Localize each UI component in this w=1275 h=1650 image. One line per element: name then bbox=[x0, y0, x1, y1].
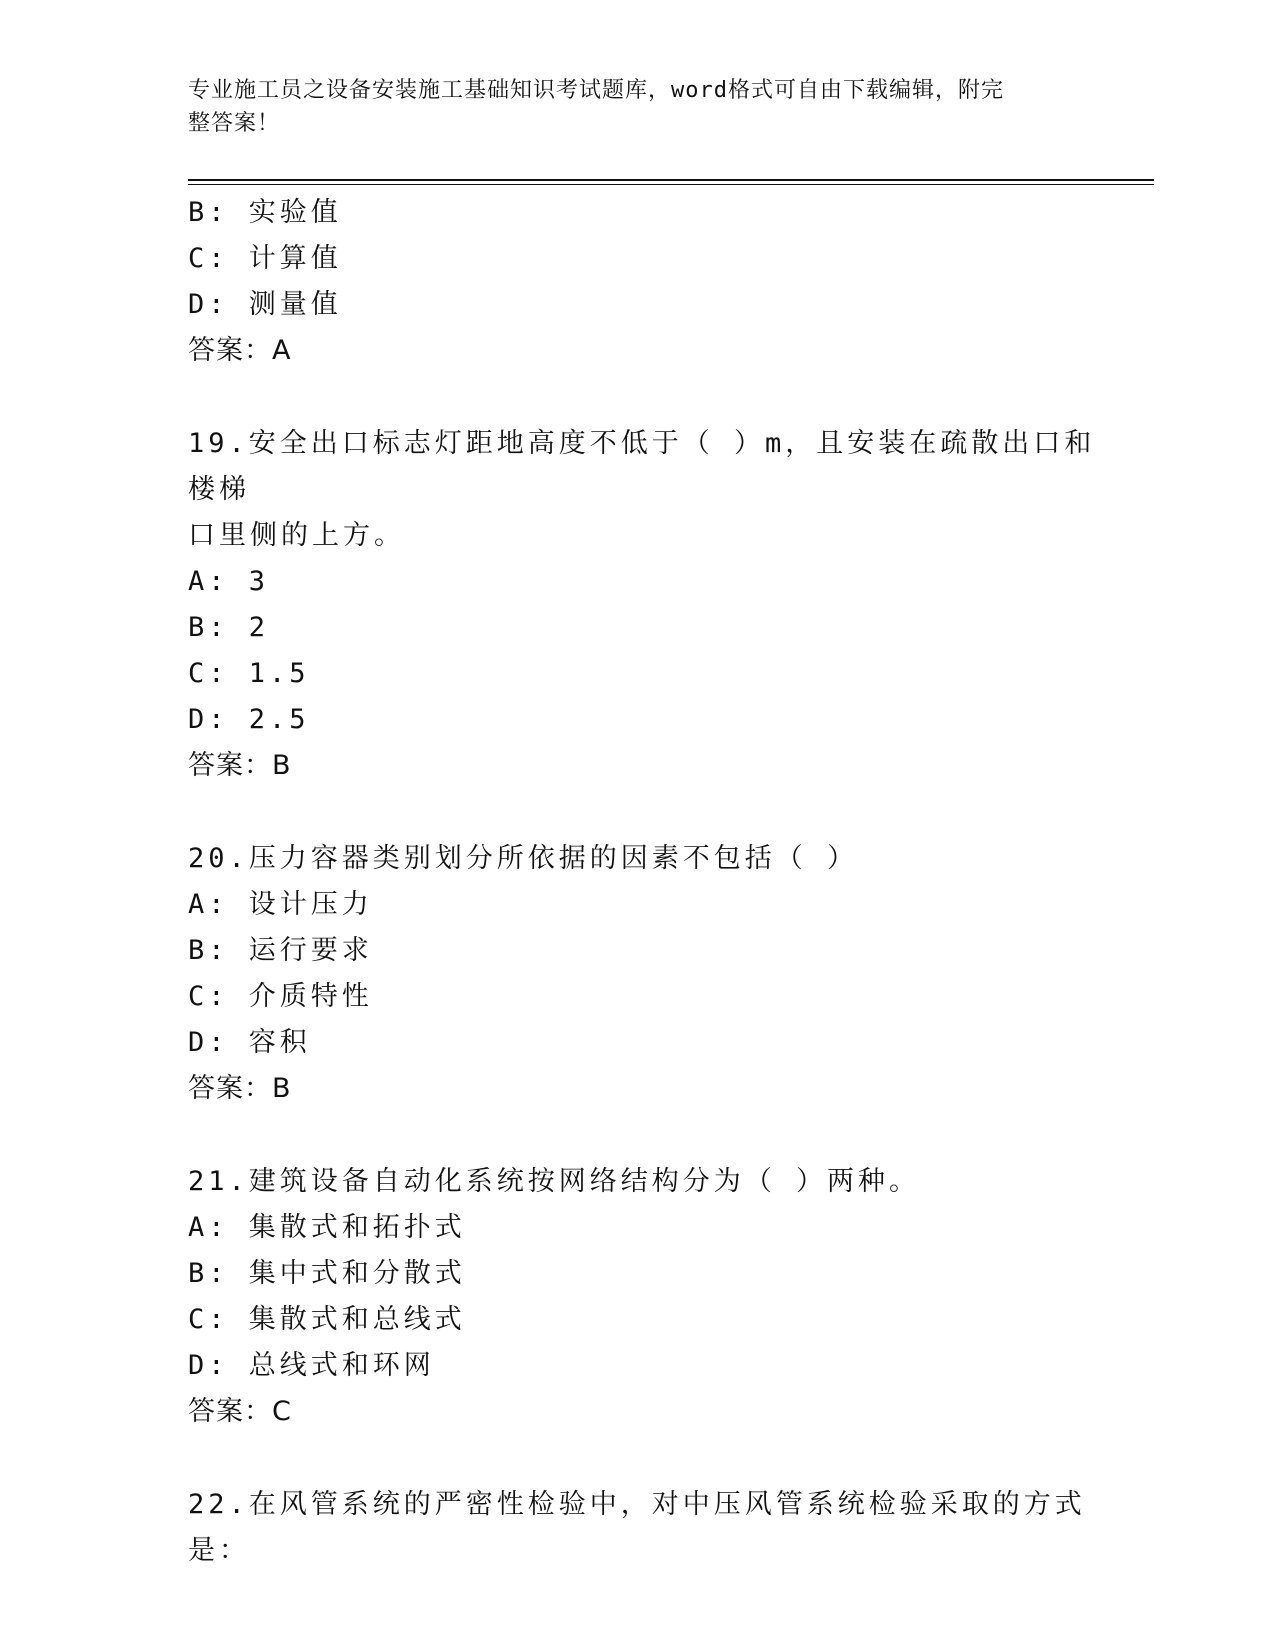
option-a: A: 设计压力 bbox=[188, 889, 373, 920]
header-line-2: 整答案！ bbox=[188, 111, 281, 136]
question-stem-line-1: 20.压力容器类别划分所依据的因素不包括（ ） bbox=[188, 843, 859, 874]
partial-question-18 bbox=[188, 190, 1108, 374]
option-b: B: 集中式和分散式 bbox=[188, 1258, 466, 1289]
option-b: B: 2 bbox=[188, 612, 270, 643]
answer-line: 答案：B bbox=[188, 750, 292, 781]
option-c: C: 1.5 bbox=[188, 658, 310, 689]
question-21 bbox=[188, 1159, 1108, 1435]
option-a: A: 集散式和拓扑式 bbox=[188, 1212, 466, 1243]
answer-line: 答案：C bbox=[188, 1396, 292, 1427]
question-stem-line-2: 口里侧的上方。 bbox=[188, 520, 405, 551]
question-stem-line-1: 21.建筑设备自动化系统按网络结构分为（ ）两种。 bbox=[188, 1166, 921, 1197]
option-a: A: 3 bbox=[188, 566, 270, 597]
option-c: C: 计算值 bbox=[188, 243, 342, 274]
option-c: C: 集散式和总线式 bbox=[188, 1304, 466, 1335]
header-line-1: 专业施工员之设备安装施工基础知识考试题库，word格式可自由下载编辑，附完 bbox=[188, 78, 1004, 103]
answer-line: 答案：A bbox=[188, 335, 292, 366]
option-b: B: 实验值 bbox=[188, 197, 342, 228]
document-header bbox=[188, 74, 1068, 140]
answer-line: 答案：B bbox=[188, 1073, 292, 1104]
question-stem-line-1: 22.在风管系统的严密性检验中，对中压风管系统检验采取的方式是： bbox=[188, 1489, 1086, 1566]
option-b: B: 运行要求 bbox=[188, 935, 373, 966]
option-d: D: 总线式和环网 bbox=[188, 1350, 435, 1381]
question-19 bbox=[188, 421, 1108, 789]
option-d: D: 测量值 bbox=[188, 289, 342, 320]
option-c: C: 介质特性 bbox=[188, 981, 373, 1012]
question-20 bbox=[188, 836, 1108, 1112]
option-d: D: 容积 bbox=[188, 1027, 311, 1058]
question-22 bbox=[188, 1482, 1108, 1574]
option-d: D: 2.5 bbox=[188, 704, 310, 735]
header-divider-thin bbox=[188, 184, 1154, 185]
question-list bbox=[188, 190, 1108, 1574]
header-divider-thick bbox=[188, 179, 1154, 181]
question-stem-line-1: 19.安全出口标志灯距地高度不低于（ ）m，且安装在疏散出口和楼梯 bbox=[188, 428, 1096, 505]
